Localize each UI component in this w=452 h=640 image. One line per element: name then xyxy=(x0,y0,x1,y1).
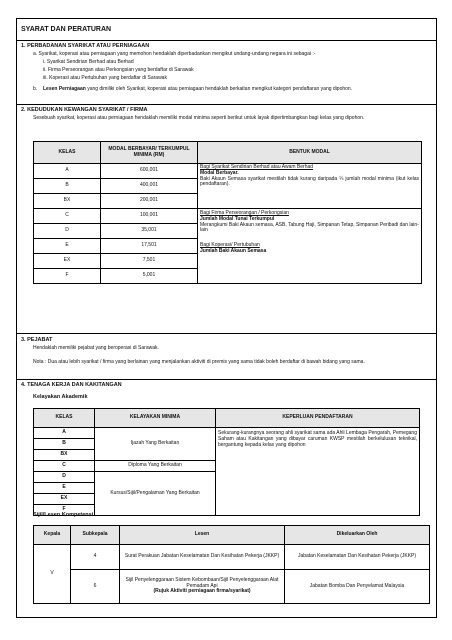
section-2-heading: 2. KEDUDUKAN KEWANGAN SYARIKAT / FIRMA xyxy=(21,107,148,113)
col-kelas: KELAS xyxy=(34,142,101,164)
section-2-intro: Sesebuah syarikat, koperasi atau perniagaan hendaklah memiliki modal minima seperti berikut untuk layak dipertimbangkan bagi kelas yang dipohon. xyxy=(33,115,365,121)
kelas-cell: E xyxy=(34,239,101,254)
kelas-cell: D xyxy=(34,472,95,483)
section-3-note: Nota : Dua atau lebih syarikat / firma yang berlainan yang menjalankan aktiviti di premis yang sama tidak boleh berdaftar di bawah bidang yang sama. xyxy=(33,359,365,365)
dikeluarkan-cell: Jabatan Keselamatan Dan Kesihatan Pekerja (JKKP) xyxy=(285,545,430,570)
kelas-cell: B xyxy=(34,179,101,194)
modal-cell: 35,001 xyxy=(101,224,198,239)
section-1-b xyxy=(43,87,433,93)
section-1-b-bold: Lesen Perniagaan xyxy=(43,86,86,92)
kelas-cell: EX xyxy=(34,494,95,505)
bentuk-firma-text: Merangkumi Baki Akaun semasa, ASB, Tabung Haji, Simpanan Tetap, Simpanan Peribadi dan lain-lain xyxy=(200,221,419,234)
kelas-cell: A xyxy=(34,428,95,439)
kelas-cell: A xyxy=(34,164,101,179)
divider xyxy=(17,40,436,41)
bentuk-syarikat-title: Bagi Syarikat Sendirian Berhad atau Awam Berhad xyxy=(200,164,314,170)
section-3-text: Hendaklah memiliki pejabat yang beroperasi di Sarawak. xyxy=(33,345,159,351)
keperluan-pendaftaran: Sekurang-kurangnya seorang ahli syarikat sama ada Ahli Lembaga Pengarah, Pemegang Saham atau Kakitangan yang dibayar caruman KWSP mestilah berkelulusan teknikal, bergantung kepada kelas yang dipohon xyxy=(216,428,420,516)
col-lesen: Lesen xyxy=(120,526,285,545)
col-bentuk: BENTUK MODAL xyxy=(198,142,422,164)
subkepala-cell: 4 xyxy=(71,545,120,570)
section-4-heading: 4. TENAGA KERJA DAN KAKITANGAN xyxy=(21,382,122,388)
col-kepala: Kepala xyxy=(34,526,71,545)
col-dikeluarkan: Dikeluarkan Oleh xyxy=(285,526,430,545)
section-1-b-prefix: b. xyxy=(33,86,38,92)
bentuk-syarikat-bold: Modal Berbayar. xyxy=(200,169,239,176)
kelas-cell: F xyxy=(34,505,95,516)
modal-table xyxy=(33,141,422,284)
lesen-cell xyxy=(120,570,285,604)
divider xyxy=(17,333,436,334)
section-1-item: ii. Firma Perseorangan atau Perkongsian yang berdaftar di Sarawak xyxy=(43,67,194,73)
col-keperluan: KEPERLUAN PENDAFTARAN xyxy=(216,409,420,428)
section-1-heading: 1. PERBADANAN SYARIKAT ATAU PERNIAGAAN xyxy=(21,43,150,49)
modal-cell: 17,501 xyxy=(101,239,198,254)
section-1-item: iii. Koperasi atau Pertubuhan yang berdaftar di Sarawak xyxy=(43,75,167,81)
col-kelas: KELAS xyxy=(34,409,95,428)
kelayakan-table xyxy=(33,408,420,516)
col-kelayakan: KELAYAKAN MINIMA xyxy=(95,409,216,428)
kompetensi-subheading: Sijil/Lesen Kompetensi xyxy=(33,512,94,518)
kelayakan-ijazah: Ijazah Yang Berkaitan xyxy=(95,428,216,461)
modal-cell: 100,001 xyxy=(101,209,198,224)
kelas-cell: F xyxy=(34,269,101,284)
kelayakan-kursus: Kursus/Sijil/Pengalaman Yang Berkaitan xyxy=(95,472,216,516)
bentuk-firma-bold: Jumlah Modal Tunai Terkumpul xyxy=(200,215,275,222)
lesen-text: Sijil Penyelenggaraan Sistem Kebombaan/Sijil Penyelenggaraan Alat Pemadam Api xyxy=(125,576,279,589)
bentuk-syarikat xyxy=(198,164,422,209)
kelas-cell: EX xyxy=(34,254,101,269)
section-1-b-text: yang dimiliki oleh Syarikat, koperasi atau perniagaan hendaklah berkaitan mengikut kategori pendaftaran yang dipohon. xyxy=(87,86,353,92)
col-subkepala: Subkepala xyxy=(71,526,120,545)
kelayakan-subheading: Kelayakan Akademik xyxy=(33,394,88,400)
divider xyxy=(17,379,436,380)
divider xyxy=(17,104,436,105)
kelayakan-diploma: Diploma Yang Berkaitan xyxy=(95,461,216,472)
kelas-cell: E xyxy=(34,483,95,494)
section-1-a: a. Syarikat, koperasi atau perniagaan yang memohon hendaklah diperbadankan mengikut undang-undang negara ini sebagai :- xyxy=(33,51,316,57)
kelas-cell: D xyxy=(34,224,101,239)
kelas-cell: C xyxy=(34,461,95,472)
modal-cell: 5,001 xyxy=(101,269,198,284)
kelas-cell: BX xyxy=(34,194,101,209)
kompetensi-table xyxy=(33,525,430,604)
bentuk-firma-koperasi xyxy=(198,209,422,284)
kelas-cell: C xyxy=(34,209,101,224)
section-1-item: i. Syarikat Sendirian Berhad atau Berhad xyxy=(43,59,134,65)
kelas-cell: BX xyxy=(34,450,95,461)
modal-cell: 7,501 xyxy=(101,254,198,269)
col-modal: MODAL BERBAYAR/ TERKUMPUL MINIMA (RM) xyxy=(101,142,198,164)
kepala-cell: V xyxy=(34,545,71,604)
subkepala-cell: 6 xyxy=(71,570,120,604)
dikeluarkan-cell: Jabatan Bomba Dan Penyelamat Malaysia xyxy=(285,570,430,604)
terms-sheet xyxy=(16,18,437,618)
lesen-cell: Surat Perakuan Jabatan Keselamatan Dan Kesihatan Pekerja (JKKP) xyxy=(120,545,285,570)
modal-cell: 400,001 xyxy=(101,179,198,194)
kelas-cell: B xyxy=(34,439,95,450)
section-3-heading: 3. PEJABAT xyxy=(21,337,53,343)
bentuk-firma-title: Bagi Firma Perseorangan / Perkongsian xyxy=(200,210,289,216)
page-title: SYARAT DAN PERATURAN xyxy=(21,26,112,33)
modal-cell: 200,001 xyxy=(101,194,198,209)
lesen-bold-note: (Rujuk Aktiviti perniagaan firma/syarikat) xyxy=(153,588,251,595)
bentuk-koperasi-title: Bagi Koperasi/ Pertubuhan xyxy=(200,242,260,248)
bentuk-koperasi-bold: Jumlah Baki Akaun Semasa xyxy=(200,247,267,254)
modal-cell: 600,001 xyxy=(101,164,198,179)
bentuk-syarikat-text: Baki Akaun Semasa syarikat mestilah tidak kurang daripada ¼ jumlah modal minima (ikut kelas pendaftaran). xyxy=(200,175,419,188)
